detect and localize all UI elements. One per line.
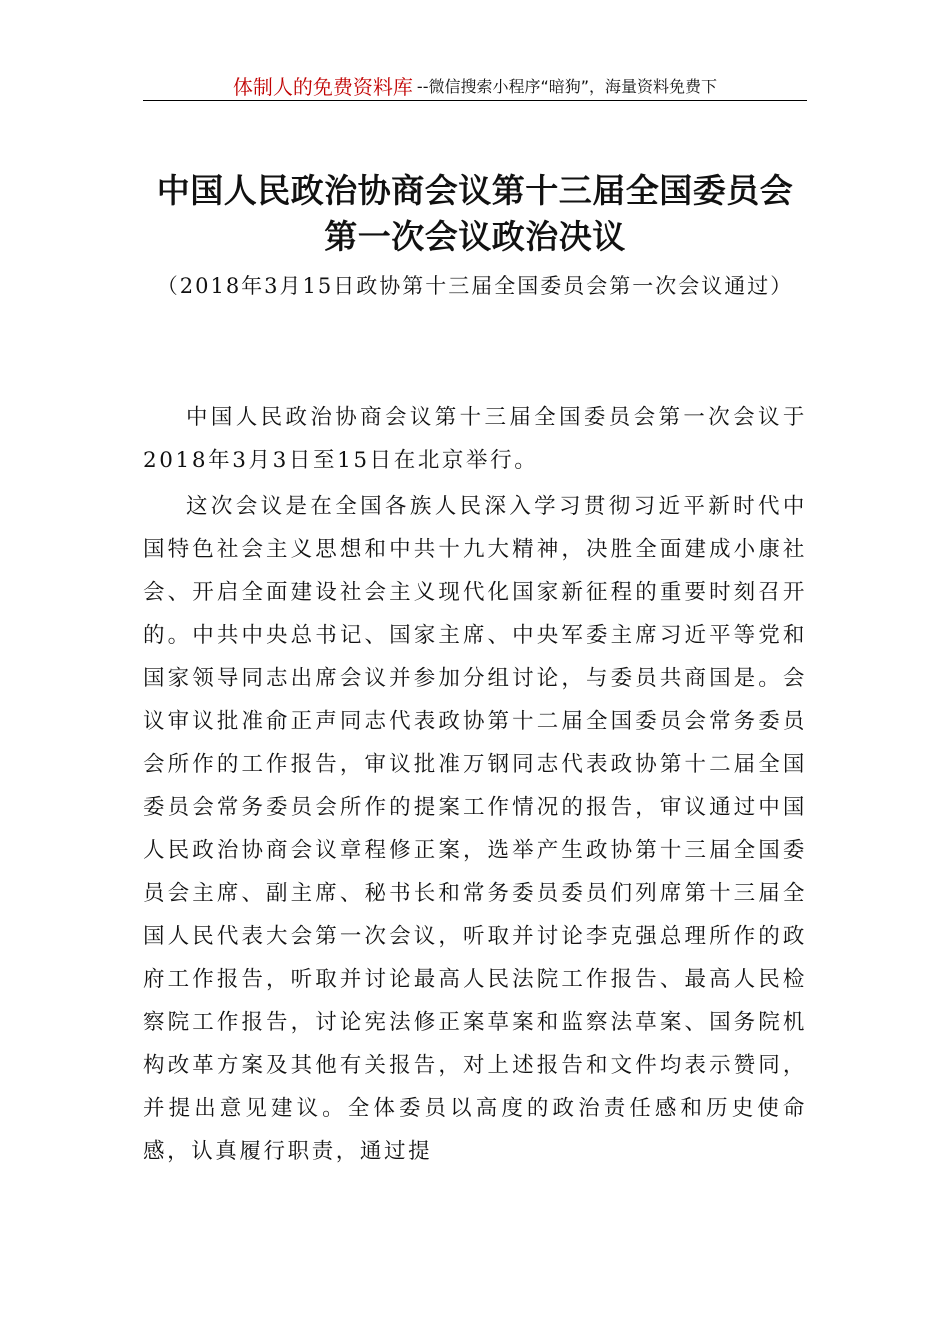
document-body xyxy=(143,396,807,1176)
header-brand-text: 体制人的免费资料库 xyxy=(232,75,413,99)
document-title: 中国人民政治协商会议第十三届全国委员会第一次会议政治决议 xyxy=(156,171,794,256)
body-paragraph-2: 这次会议是在全国各族人民深入学习贯彻习近平新时代中国特色社会主义思想和中共十九大精神，决胜全面建成小康社会、开启全面建设社会主义现代化国家新征程的重要时刻召开的。中共中央总书记、国家主席、中央军委主席习近平等党和国家领导同志出席会议并参加分组讨论，与委员共商国是。会议审议批准俞正声同志代表政协第十二届全国委员会常务委员会所作的工作报告，审议批准万钢同志代表政协第十二届全国委员会常务委员会所作的提案工作情况的报告，审议通过中国人民政治协商会议章程修正案，选举产生政协第十三届全国委员会主席、副主席、秘书长和常务委员委员们列席第十三届全国人民代表大会第一次会议，听取并讨论李克强总理所作的政府工作报告，听取并讨论最高人民法院工作报告、最高人民检察院工作报告，讨论宪法修正案草案和监察法草案、国务院机构改革方案及其他有关报告，对上述报告和文件均表示赞同，并提出意见建议。全体委员以高度的政治责任感和历史使命感，认真履行职责，通过提 xyxy=(143,494,807,1164)
document-subtitle: （2018年3月15日政协第十三届全国委员会第一次会议通过） xyxy=(156,274,794,298)
body-paragraph-1: 中国人民政治协商会议第十三届全国委员会第一次会议于2018年3月3日至15日在北京举行。 xyxy=(143,405,807,473)
page-header xyxy=(143,72,807,101)
header-note-text: --微信搜索小程序“暗狗”，海量资料免费下 xyxy=(416,77,718,96)
